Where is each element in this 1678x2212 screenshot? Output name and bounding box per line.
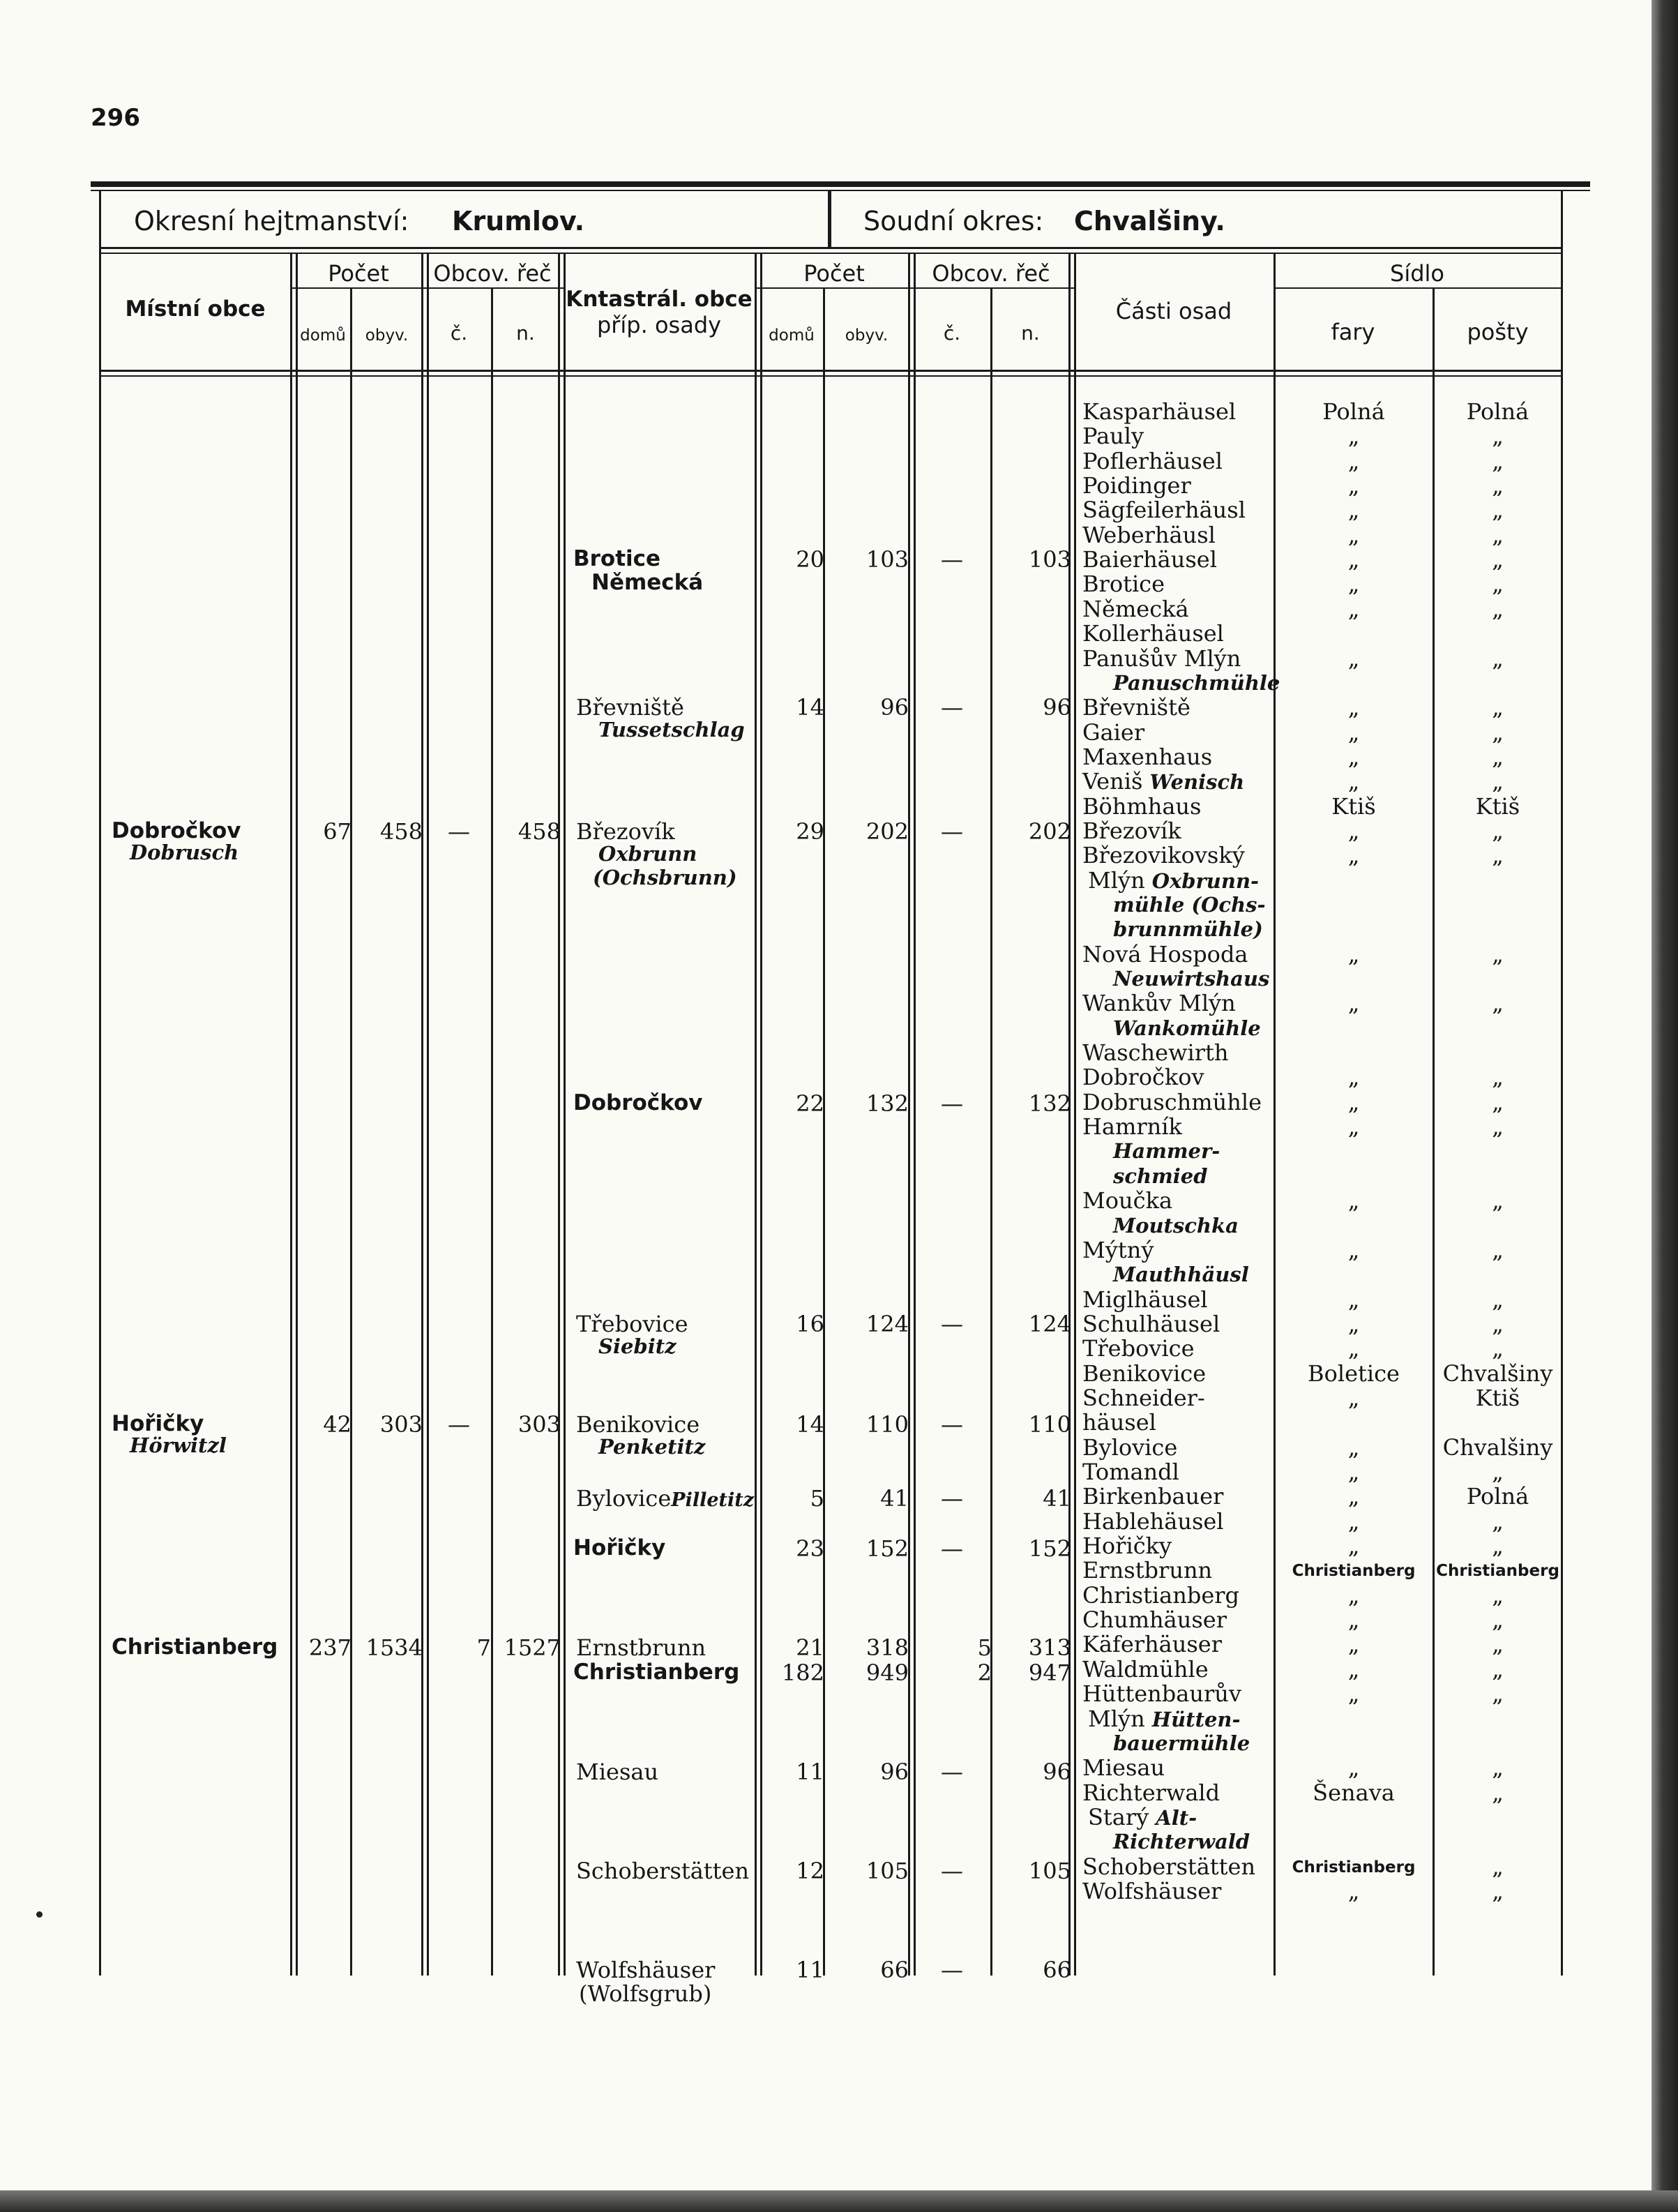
settlement-fara: „ bbox=[1347, 1335, 1360, 1362]
settlement-fara: „ bbox=[1347, 1508, 1360, 1535]
settlement-fara: „ bbox=[1347, 1237, 1360, 1263]
settlement-fara: „ bbox=[1347, 1607, 1360, 1633]
cadastral-obyv: 152 bbox=[866, 1535, 909, 1562]
district-label: Okresní hejtmanství: bbox=[134, 206, 409, 236]
cadastral-domu: 12 bbox=[796, 1858, 824, 1884]
settlement-posta: „ bbox=[1492, 1533, 1504, 1559]
settlement-name: Böhmhaus bbox=[1082, 793, 1202, 820]
cadastral-c: — bbox=[941, 1957, 963, 1983]
settlement-fara: Christianberg bbox=[1292, 1858, 1416, 1876]
settlement-german: Hammer- bbox=[1113, 1139, 1220, 1163]
col-line bbox=[290, 253, 292, 1976]
settlement-fara: „ bbox=[1347, 472, 1360, 499]
settlement-fara: Šenava bbox=[1313, 1780, 1395, 1806]
settlement-posta: „ bbox=[1492, 1311, 1504, 1337]
col-line bbox=[990, 287, 992, 1976]
cadastral-domu: 22 bbox=[796, 1090, 824, 1117]
col-c-2: č. bbox=[943, 322, 961, 345]
settlement-fara: „ bbox=[1347, 768, 1360, 795]
settlement-posta: „ bbox=[1492, 1064, 1504, 1090]
settlement-fara: „ bbox=[1347, 1286, 1360, 1313]
settlement-fara: „ bbox=[1347, 571, 1360, 597]
col-n-2: n. bbox=[1021, 322, 1040, 345]
cadastral-obyv: 949 bbox=[866, 1660, 909, 1686]
page-number: 296 bbox=[91, 104, 140, 132]
cadastral-domu: 182 bbox=[781, 1660, 824, 1686]
left-border bbox=[99, 190, 101, 1976]
cadastral-n: 132 bbox=[1028, 1090, 1071, 1117]
cadastral-c: — bbox=[941, 1311, 963, 1337]
col-katastral-2: příp. osady bbox=[596, 312, 722, 338]
settlement-name: Veniš Wenisch bbox=[1082, 768, 1245, 795]
settlement-name: Schoberstätten bbox=[1082, 1853, 1256, 1880]
cadastral-name: Březovík bbox=[576, 818, 675, 845]
settlement-german: Panuschmühle bbox=[1113, 671, 1280, 695]
settlement-german: mühle (Ochs- bbox=[1113, 893, 1266, 917]
settlement-posta: „ bbox=[1492, 1754, 1504, 1781]
settlement-posta: „ bbox=[1492, 448, 1504, 474]
settlement-name: Panušův Mlýn bbox=[1082, 645, 1241, 672]
cadastral-name: Wolfshäuser bbox=[576, 1957, 716, 1983]
settlement-fara: „ bbox=[1347, 1533, 1360, 1559]
settlement-posta: „ bbox=[1492, 1656, 1504, 1683]
cadastral-c: — bbox=[941, 1485, 963, 1512]
settlement-posta: „ bbox=[1492, 1607, 1504, 1633]
col-line bbox=[427, 253, 429, 1976]
cadastral-n: 66 bbox=[1043, 1957, 1071, 1983]
cadastral-german-2: (Ochsbrunn) bbox=[593, 866, 737, 889]
settlement-name: Dobruschmühle bbox=[1082, 1089, 1262, 1115]
settlement-posta: „ bbox=[1492, 842, 1504, 868]
settlement-name: Schulhäusel bbox=[1082, 1311, 1220, 1337]
cadastral-german: Tussetschlag bbox=[598, 718, 745, 742]
settlement-posta: „ bbox=[1492, 571, 1504, 597]
cadastral-n: 313 bbox=[1028, 1634, 1071, 1661]
col-line bbox=[491, 287, 493, 1976]
settlement-name: Wolfshäuser bbox=[1082, 1878, 1222, 1904]
col-line bbox=[296, 253, 298, 1976]
settlement-name: Mýtný bbox=[1082, 1237, 1154, 1263]
municipality-c: 7 bbox=[476, 1634, 491, 1661]
settlement-name: Třebovice bbox=[1082, 1335, 1195, 1362]
settlement-posta: „ bbox=[1492, 1582, 1504, 1609]
cadastral-n: 103 bbox=[1028, 546, 1071, 573]
col-sidlo: Sídlo bbox=[1390, 260, 1444, 287]
col-obcov-rec: Obcov. řeč bbox=[433, 260, 552, 287]
settlement-fara: „ bbox=[1347, 1878, 1360, 1904]
municipality-german: Hörwitzl bbox=[130, 1434, 227, 1457]
subhead-rule bbox=[1273, 287, 1562, 289]
cadastral-c: 2 bbox=[977, 1660, 992, 1686]
settlement-german: schmied bbox=[1113, 1164, 1208, 1188]
settlement-fara: „ bbox=[1347, 1187, 1360, 1214]
cadastral-c: — bbox=[941, 546, 963, 573]
col-line bbox=[350, 287, 352, 1976]
settlement-name: Bylovice bbox=[1082, 1434, 1178, 1461]
settlement-fara: Christianberg bbox=[1292, 1562, 1416, 1580]
settlement-german: Hütten- bbox=[1151, 1708, 1241, 1731]
cadastral-obyv: 96 bbox=[880, 1759, 909, 1785]
settlement-name: Tomandl bbox=[1082, 1459, 1179, 1485]
cadastral-german: Siebitz bbox=[598, 1334, 677, 1358]
cadastral-obyv: 318 bbox=[866, 1634, 909, 1661]
settlement-posta: „ bbox=[1492, 1089, 1504, 1115]
settlement-posta: Ktiš bbox=[1475, 793, 1520, 820]
settlement-fara: „ bbox=[1347, 1089, 1360, 1115]
col-pocet-2: Počet bbox=[803, 260, 865, 287]
header-rule bbox=[99, 247, 1562, 249]
settlement-fara: „ bbox=[1347, 1064, 1360, 1090]
settlement-name: Käferhäuser bbox=[1082, 1631, 1223, 1657]
settlement-name: Wankův Mlýn bbox=[1082, 990, 1236, 1016]
settlement-posta: „ bbox=[1492, 1878, 1504, 1904]
settlement-posta: „ bbox=[1492, 1680, 1504, 1707]
cadastral-obyv: 96 bbox=[880, 694, 909, 721]
settlement-posta: „ bbox=[1492, 423, 1504, 449]
right-border bbox=[1561, 190, 1563, 1976]
col-c: č. bbox=[450, 322, 468, 345]
municipality-n: 458 bbox=[517, 818, 561, 845]
col-line bbox=[755, 253, 757, 1976]
settlement-posta: Polná bbox=[1466, 398, 1529, 425]
district-value: Krumlov. bbox=[452, 206, 585, 236]
municipality-german: Dobrusch bbox=[130, 841, 239, 864]
cadastral-domu: 14 bbox=[796, 1411, 824, 1438]
court-value: Chvalšiny. bbox=[1074, 206, 1225, 236]
municipality-domu: 237 bbox=[308, 1634, 352, 1661]
settlement-fara: „ bbox=[1347, 1434, 1360, 1461]
settlement-name: Hablehäusel bbox=[1082, 1508, 1224, 1535]
municipality-domu: 67 bbox=[323, 818, 352, 845]
cadastral-domu: 5 bbox=[810, 1485, 824, 1512]
cadastral-domu: 23 bbox=[796, 1535, 824, 1562]
settlement-fara: „ bbox=[1347, 744, 1360, 770]
subhead-rule bbox=[755, 287, 1075, 289]
settlement-posta: „ bbox=[1492, 990, 1504, 1016]
settlement-name: Brotice bbox=[1082, 571, 1165, 597]
settlement-posta: „ bbox=[1492, 941, 1504, 968]
cadastral-name: Třebovice bbox=[576, 1311, 688, 1337]
municipality-obyv: 303 bbox=[379, 1411, 423, 1438]
cadastral-german: Pilletitz bbox=[671, 1489, 755, 1511]
cadastral-domu: 11 bbox=[796, 1759, 824, 1785]
cadastral-name-2: (Wolfsgrub) bbox=[579, 1980, 712, 2007]
cadastral-c: — bbox=[941, 818, 963, 845]
settlement-fara: „ bbox=[1347, 990, 1360, 1016]
municipality-name: Dobročkov bbox=[112, 818, 241, 843]
col-mistni-obce: Místní obce bbox=[125, 296, 266, 322]
settlement-name: Miesau bbox=[1082, 1754, 1165, 1781]
col-line bbox=[558, 253, 560, 1976]
header-divider bbox=[828, 190, 831, 247]
cadastral-obyv: 103 bbox=[866, 546, 909, 573]
cadastral-n: 110 bbox=[1028, 1411, 1071, 1438]
col-line bbox=[564, 253, 566, 1976]
settlement-posta: Chvalšiny bbox=[1442, 1434, 1553, 1461]
settlement-name: Hamrník bbox=[1082, 1113, 1182, 1140]
cadastral-name: Christianberg bbox=[573, 1660, 740, 1685]
settlement-posta: „ bbox=[1492, 1780, 1504, 1806]
cadastral-c: — bbox=[941, 1411, 963, 1438]
settlement-fara: „ bbox=[1347, 546, 1360, 573]
settlement-name: Weberhäusl bbox=[1082, 522, 1216, 548]
header-rule-2 bbox=[99, 253, 1562, 254]
settlement-name: Birkenbauer bbox=[1082, 1483, 1224, 1510]
cadastral-n: 124 bbox=[1028, 1311, 1071, 1337]
cadastral-name: Brotice bbox=[573, 546, 661, 571]
cadastral-c: 5 bbox=[977, 1634, 992, 1661]
settlement-name: Starý Alt- bbox=[1088, 1804, 1197, 1830]
cadastral-obyv: 124 bbox=[866, 1311, 909, 1337]
settlement-name: Dobročkov bbox=[1082, 1064, 1204, 1090]
settlement-fara: „ bbox=[1347, 1483, 1360, 1510]
cadastral-n: 202 bbox=[1028, 818, 1071, 845]
col-fary: fary bbox=[1331, 319, 1375, 345]
settlement-name: Ernstbrunn bbox=[1082, 1557, 1213, 1583]
cadastral-c: — bbox=[941, 1858, 963, 1884]
settlement-fara: „ bbox=[1347, 1385, 1360, 1411]
cadastral-obyv: 66 bbox=[880, 1957, 909, 1983]
settlement-posta: „ bbox=[1492, 744, 1504, 770]
municipality-name: Hořičky bbox=[112, 1411, 204, 1436]
page-edge-shadow-bottom bbox=[0, 2190, 1678, 2212]
settlement-name: Richterwald bbox=[1082, 1780, 1220, 1806]
settlement-name: Poflerhäusel bbox=[1082, 448, 1223, 474]
cadastral-name: Hořičky bbox=[573, 1535, 666, 1560]
col-pocet: Počet bbox=[328, 260, 389, 287]
cadastral-n: 105 bbox=[1028, 1858, 1071, 1884]
cadastral-n: 96 bbox=[1043, 1759, 1071, 1785]
cadastral-n: 96 bbox=[1043, 694, 1071, 721]
municipality-obyv: 458 bbox=[379, 818, 423, 845]
settlement-fara: „ bbox=[1347, 645, 1360, 672]
settlement-posta: „ bbox=[1492, 694, 1504, 721]
settlement-posta: Christianberg bbox=[1436, 1562, 1559, 1580]
settlement-fara: „ bbox=[1347, 1754, 1360, 1781]
col-posty: pošty bbox=[1467, 319, 1529, 345]
cadastral-c: — bbox=[941, 1535, 963, 1562]
settlement-posta: Ktiš bbox=[1475, 1385, 1520, 1411]
cadastral-name: Schoberstätten bbox=[576, 1858, 750, 1884]
settlement-german: Wankomühle bbox=[1113, 1016, 1261, 1040]
settlement-fara: „ bbox=[1347, 1582, 1360, 1609]
settlement-posta: „ bbox=[1492, 645, 1504, 672]
settlement-posta: „ bbox=[1492, 1286, 1504, 1313]
settlement-german: Alt- bbox=[1156, 1806, 1197, 1830]
settlement-name: häusel bbox=[1082, 1409, 1156, 1436]
settlement-posta: „ bbox=[1492, 596, 1504, 622]
cadastral-domu: 21 bbox=[796, 1634, 824, 1661]
court-label: Soudní okres: bbox=[863, 206, 1044, 236]
cadastral-obyv: 105 bbox=[866, 1858, 909, 1884]
cadastral-name: Miesau bbox=[576, 1759, 659, 1785]
settlement-posta: „ bbox=[1492, 1508, 1504, 1535]
settlement-name: Poidinger bbox=[1082, 472, 1191, 499]
settlement-fara: „ bbox=[1347, 842, 1360, 868]
settlement-name: Sägfeilerhäusl bbox=[1082, 497, 1246, 523]
settlement-name: Moučka bbox=[1082, 1187, 1173, 1214]
cadastral-name-2: Německá bbox=[591, 570, 704, 595]
settlement-fara: Polná bbox=[1322, 398, 1385, 425]
settlement-posta: „ bbox=[1492, 1459, 1504, 1485]
settlement-posta: „ bbox=[1492, 1335, 1504, 1362]
settlement-fara: „ bbox=[1347, 522, 1360, 548]
settlement-fara: „ bbox=[1347, 1311, 1360, 1337]
settlement-german: Neuwirtshaus bbox=[1113, 967, 1270, 991]
settlement-fara: „ bbox=[1347, 941, 1360, 968]
cadastral-name: Benikovice bbox=[576, 1411, 700, 1438]
settlement-posta: „ bbox=[1492, 1187, 1504, 1214]
settlement-posta: „ bbox=[1492, 472, 1504, 499]
cadastral-german: Oxbrunn bbox=[598, 842, 697, 866]
settlement-german: bauermühle bbox=[1113, 1731, 1250, 1755]
page-edge-shadow bbox=[1651, 0, 1678, 2212]
municipality-domu: 42 bbox=[323, 1411, 352, 1438]
settlement-fara: „ bbox=[1347, 1113, 1360, 1140]
header-bottom-rule-2 bbox=[99, 375, 1562, 377]
settlement-german: brunnmühle) bbox=[1113, 917, 1263, 941]
col-n: n. bbox=[516, 322, 535, 345]
col-domu: domů bbox=[300, 326, 346, 345]
cadastral-n: 152 bbox=[1028, 1535, 1071, 1562]
settlement-posta: „ bbox=[1492, 1113, 1504, 1140]
settlement-fara: „ bbox=[1347, 1656, 1360, 1683]
settlement-name: Chumhäuser bbox=[1082, 1607, 1227, 1633]
settlement-fara: „ bbox=[1347, 497, 1360, 523]
settlement-name: Waschewirth bbox=[1082, 1039, 1229, 1066]
settlement-name: Mlýn Oxbrunn- bbox=[1088, 867, 1260, 894]
settlement-name: Břevniště bbox=[1082, 694, 1191, 721]
settlement-name: Hořičky bbox=[1082, 1533, 1172, 1559]
settlement-german: Oxbrunn- bbox=[1151, 869, 1260, 893]
settlement-posta: „ bbox=[1492, 1237, 1504, 1263]
settlement-name: Benikovice bbox=[1082, 1360, 1207, 1387]
col-casti-osad: Části osad bbox=[1115, 298, 1232, 324]
settlement-posta: „ bbox=[1492, 1631, 1504, 1657]
municipality-n: 303 bbox=[517, 1411, 561, 1438]
settlement-name: Hüttenbaurův bbox=[1082, 1680, 1241, 1707]
settlement-name: Baierhäusel bbox=[1082, 546, 1217, 573]
cadastral-domu: 29 bbox=[796, 818, 824, 845]
cadastral-name: BylovicePilletitz bbox=[576, 1485, 755, 1512]
municipality-obyv: 1534 bbox=[365, 1634, 423, 1661]
col-katastral-1: Kntastrál. obce bbox=[566, 287, 753, 312]
settlement-name: Kasparhäusel bbox=[1082, 398, 1237, 425]
settlement-fara: „ bbox=[1347, 1631, 1360, 1657]
col-domu-2: domů bbox=[769, 326, 815, 345]
cadastral-name: Ernstbrunn bbox=[576, 1634, 706, 1661]
settlement-name: Waldmühle bbox=[1082, 1656, 1209, 1683]
cadastral-name: Břevniště bbox=[576, 694, 684, 721]
col-obcov-rec-2: Obcov. řeč bbox=[932, 260, 1050, 287]
settlement-posta: „ bbox=[1492, 1853, 1504, 1880]
col-line bbox=[823, 287, 825, 1976]
settlement-german: Richterwald bbox=[1113, 1830, 1250, 1853]
cadastral-domu: 11 bbox=[796, 1957, 824, 1983]
col-line bbox=[1074, 253, 1076, 1976]
settlement-fara: „ bbox=[1347, 448, 1360, 474]
settlement-name: Březovík bbox=[1082, 818, 1181, 844]
settlement-fara: „ bbox=[1347, 1459, 1360, 1485]
municipality-name: Christianberg bbox=[112, 1634, 278, 1660]
settlement-name: Schneider- bbox=[1082, 1385, 1205, 1411]
settlement-fara: „ bbox=[1347, 694, 1360, 721]
settlement-german: Wenisch bbox=[1149, 770, 1245, 794]
cadastral-domu: 20 bbox=[796, 546, 824, 573]
cadastral-n: 947 bbox=[1028, 1660, 1071, 1686]
col-obyv-2: obyv. bbox=[845, 326, 889, 345]
settlement-german: Moutschka bbox=[1113, 1214, 1239, 1237]
top-rule-thin bbox=[91, 190, 1590, 191]
municipality-c: — bbox=[448, 818, 470, 845]
municipality-n: 1527 bbox=[504, 1634, 561, 1661]
cadastral-obyv: 41 bbox=[880, 1485, 909, 1512]
top-rule bbox=[91, 181, 1590, 187]
settlement-name: Březovikovský bbox=[1082, 842, 1245, 868]
cadastral-obyv: 132 bbox=[866, 1090, 909, 1117]
settlement-posta: „ bbox=[1492, 719, 1504, 746]
settlement-posta: Chvalšiny bbox=[1442, 1360, 1553, 1387]
municipality-c: — bbox=[448, 1411, 470, 1438]
settlement-fara: Ktiš bbox=[1331, 793, 1376, 820]
settlement-name: Pauly bbox=[1082, 423, 1144, 449]
settlement-fara: „ bbox=[1347, 719, 1360, 746]
settlement-fara: „ bbox=[1347, 596, 1360, 622]
settlement-name: Christianberg bbox=[1082, 1582, 1240, 1609]
settlement-name: Miglhäusel bbox=[1082, 1286, 1208, 1313]
settlement-posta: Polná bbox=[1466, 1483, 1529, 1510]
col-obyv: obyv. bbox=[365, 326, 409, 345]
cadastral-c: — bbox=[941, 1090, 963, 1117]
settlement-posta: „ bbox=[1492, 818, 1504, 844]
subhead-rule bbox=[290, 287, 565, 289]
settlement-name: Maxenhaus bbox=[1082, 744, 1213, 770]
settlement-german: Mauthhäusl bbox=[1113, 1263, 1249, 1286]
cadastral-domu: 16 bbox=[796, 1311, 824, 1337]
settlement-fara: „ bbox=[1347, 818, 1360, 844]
settlement-posta: „ bbox=[1492, 768, 1504, 795]
settlement-name: Nová Hospoda bbox=[1082, 941, 1248, 968]
settlement-posta: „ bbox=[1492, 497, 1504, 523]
cadastral-c: — bbox=[941, 694, 963, 721]
settlement-posta: „ bbox=[1492, 522, 1504, 548]
settlement-posta: „ bbox=[1492, 546, 1504, 573]
cadastral-german: Penketitz bbox=[598, 1435, 706, 1459]
cadastral-name: Dobročkov bbox=[573, 1090, 703, 1115]
cadastral-n: 41 bbox=[1043, 1485, 1071, 1512]
settlement-name: Německá bbox=[1082, 596, 1189, 622]
settlement-fara: „ bbox=[1347, 1680, 1360, 1707]
speck bbox=[36, 1911, 43, 1918]
settlement-fara: „ bbox=[1347, 423, 1360, 449]
header-bottom-rule bbox=[99, 370, 1562, 372]
settlement-name: Gaier bbox=[1082, 719, 1145, 746]
settlement-fara: Boletice bbox=[1308, 1360, 1400, 1387]
settlement-name: Mlýn Hütten- bbox=[1088, 1706, 1241, 1732]
cadastral-c: — bbox=[941, 1759, 963, 1785]
cadastral-domu: 14 bbox=[796, 694, 824, 721]
col-line bbox=[421, 253, 423, 1976]
cadastral-obyv: 110 bbox=[866, 1411, 909, 1438]
cadastral-obyv: 202 bbox=[866, 818, 909, 845]
settlement-name: Kollerhäusel bbox=[1082, 620, 1224, 647]
